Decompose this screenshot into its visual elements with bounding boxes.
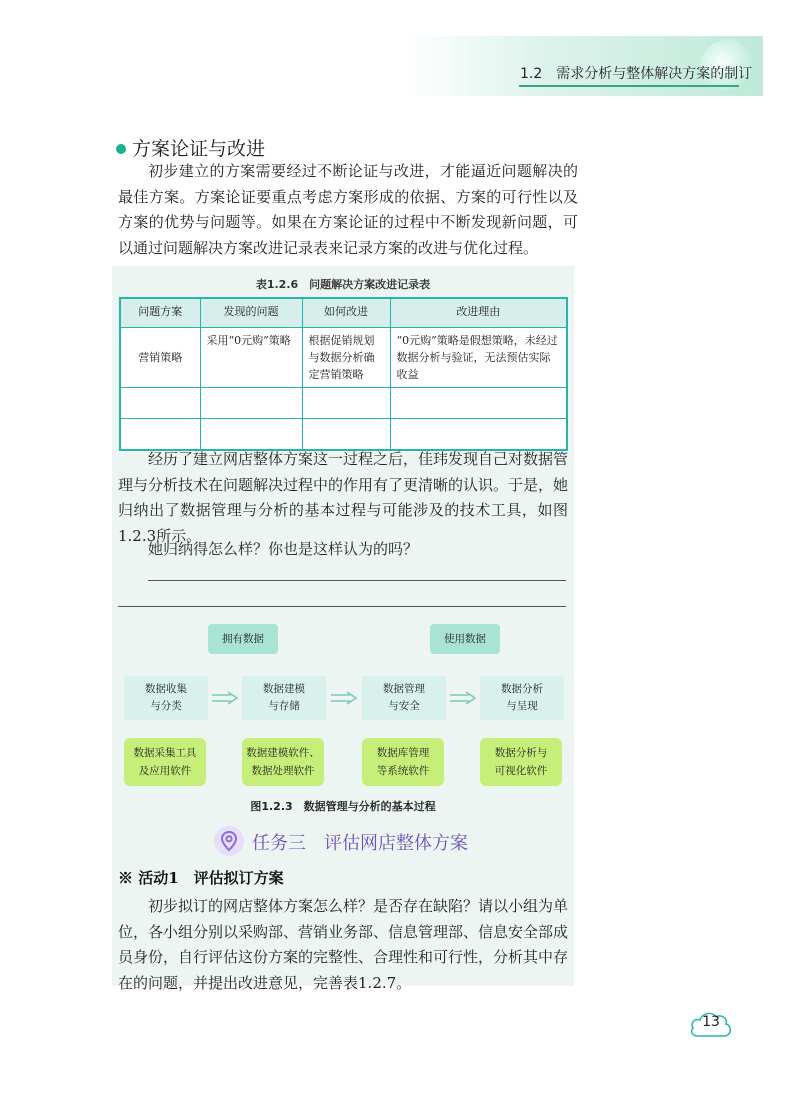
table-cell-empty[interactable] (302, 388, 390, 419)
table-cell-empty[interactable] (120, 388, 200, 419)
table-header-row (120, 298, 567, 328)
tool-line: 数据建模软件、 (246, 747, 320, 759)
story-question: 她归纳得怎么样？你也是这样认为的吗？ (148, 540, 419, 558)
step-line: 与分类 (150, 700, 182, 712)
tool-line: 可视化软件 (494, 765, 548, 777)
table-cell-empty[interactable] (200, 419, 302, 451)
table-cell-empty[interactable] (120, 419, 200, 451)
figure-caption: 图1.2.3 数据管理与分析的基本过程 (250, 800, 436, 813)
tool-line: 等系统软件 (376, 765, 430, 777)
location-pin-icon (214, 826, 244, 856)
process-step-model (242, 676, 326, 720)
header-title: 1.2 需求分析与整体解决方案的制订 (520, 66, 753, 82)
step-line: 与呈现 (506, 700, 538, 712)
tool-line: 数据分析与 (494, 747, 548, 759)
table-row (120, 328, 567, 388)
activity-paragraph: 初步拟订的网店整体方案怎么样？是否存在缺陷？请以小组为单位，各小组分别以采购部、营销业务部、信息管理部、信息安全部成员身份，自行评估这份方案的完整性、合理性和可行性，分析其中存在的问题，并提出改进意见，完善表1.2.7。 (118, 897, 569, 992)
activity-title: ※ 活动1 评估拟订方案 (118, 869, 284, 887)
step-line: 数据建模 (263, 683, 305, 695)
story-paragraph: 经历了建立网店整体方案这一过程之后，佳玮发现自己对数据管理与分析技术在问题解决过程中的作用有了更清晰的认识。于是，她归纳出了数据管理与分析的基本过程与可能涉及的技术工具，如图1.2.3所示。 (118, 450, 569, 545)
table-cell: 根据促销规划与数据分析确定营销策略 (302, 328, 390, 388)
process-step-manage (362, 676, 446, 720)
table-header-cell: 改进理由 (390, 298, 567, 328)
tool-line: 及应用软件 (138, 765, 192, 777)
tool-line: 数据库管理 (376, 747, 430, 759)
table-row-empty[interactable] (120, 388, 567, 419)
improvement-record-table (119, 297, 568, 451)
process-step-collect (124, 676, 208, 720)
step-line: 与安全 (388, 700, 420, 712)
tool-line: 数据采集工具 (133, 747, 197, 759)
table-header-cell: 如何改进 (302, 298, 390, 328)
process-step-analyze (480, 676, 564, 720)
double-arrow-icon (449, 690, 477, 706)
step-line: 与存储 (268, 700, 300, 712)
table-cell: “0元购”策略是假想策略，未经过数据分析与验证，无法预估实际收益 (390, 328, 567, 388)
double-arrow-icon (330, 690, 358, 706)
step-line: 数据收集 (145, 683, 187, 695)
bullet-dot-icon (116, 144, 126, 154)
answer-line[interactable] (148, 580, 566, 581)
page-number: 13 (702, 1014, 720, 1030)
figure-tag-have-data: 拥有数据 (208, 624, 278, 654)
table-cell: 营销策略 (120, 328, 200, 388)
figure-tag-use-data: 使用数据 (430, 624, 500, 654)
table-header-cell: 发现的问题 (200, 298, 302, 328)
table-cell-empty[interactable] (390, 419, 567, 451)
table-cell-empty[interactable] (390, 388, 567, 419)
tool-box-model (242, 738, 324, 786)
section-paragraph: 初步建立的方案需要经过不断论证与改进，才能逼近问题解决的最佳方案。方案论证要重点考虑方案形成的依据、方案的可行性以及方案的优势与问题等。如果在方案论证的过程中不断发现新问题，可以通过问题解决方案改进记录表来记录方案的改进与优化过程。 (118, 162, 578, 257)
table-cell-empty[interactable] (200, 388, 302, 419)
tool-line: 数据处理软件 (251, 765, 315, 777)
double-arrow-icon (211, 690, 239, 706)
table-caption: 表1.2.6 问题解决方案改进记录表 (255, 278, 431, 291)
task-title: 任务三 评估网店整体方案 (252, 833, 468, 854)
tool-box-collect (124, 738, 206, 786)
header-underline (519, 85, 739, 87)
table-row-empty[interactable] (120, 419, 567, 451)
table-cell-empty[interactable] (302, 419, 390, 451)
table-cell: 采用“0元购”策略 (200, 328, 302, 388)
step-line: 数据管理 (383, 683, 425, 695)
tool-box-analyze (480, 738, 562, 786)
tool-box-manage (362, 738, 444, 786)
step-line: 数据分析 (501, 683, 543, 695)
section-title: 方案论证与改进 (132, 138, 266, 160)
table-header-cell: 问题方案 (120, 298, 200, 328)
answer-line[interactable] (118, 606, 566, 607)
